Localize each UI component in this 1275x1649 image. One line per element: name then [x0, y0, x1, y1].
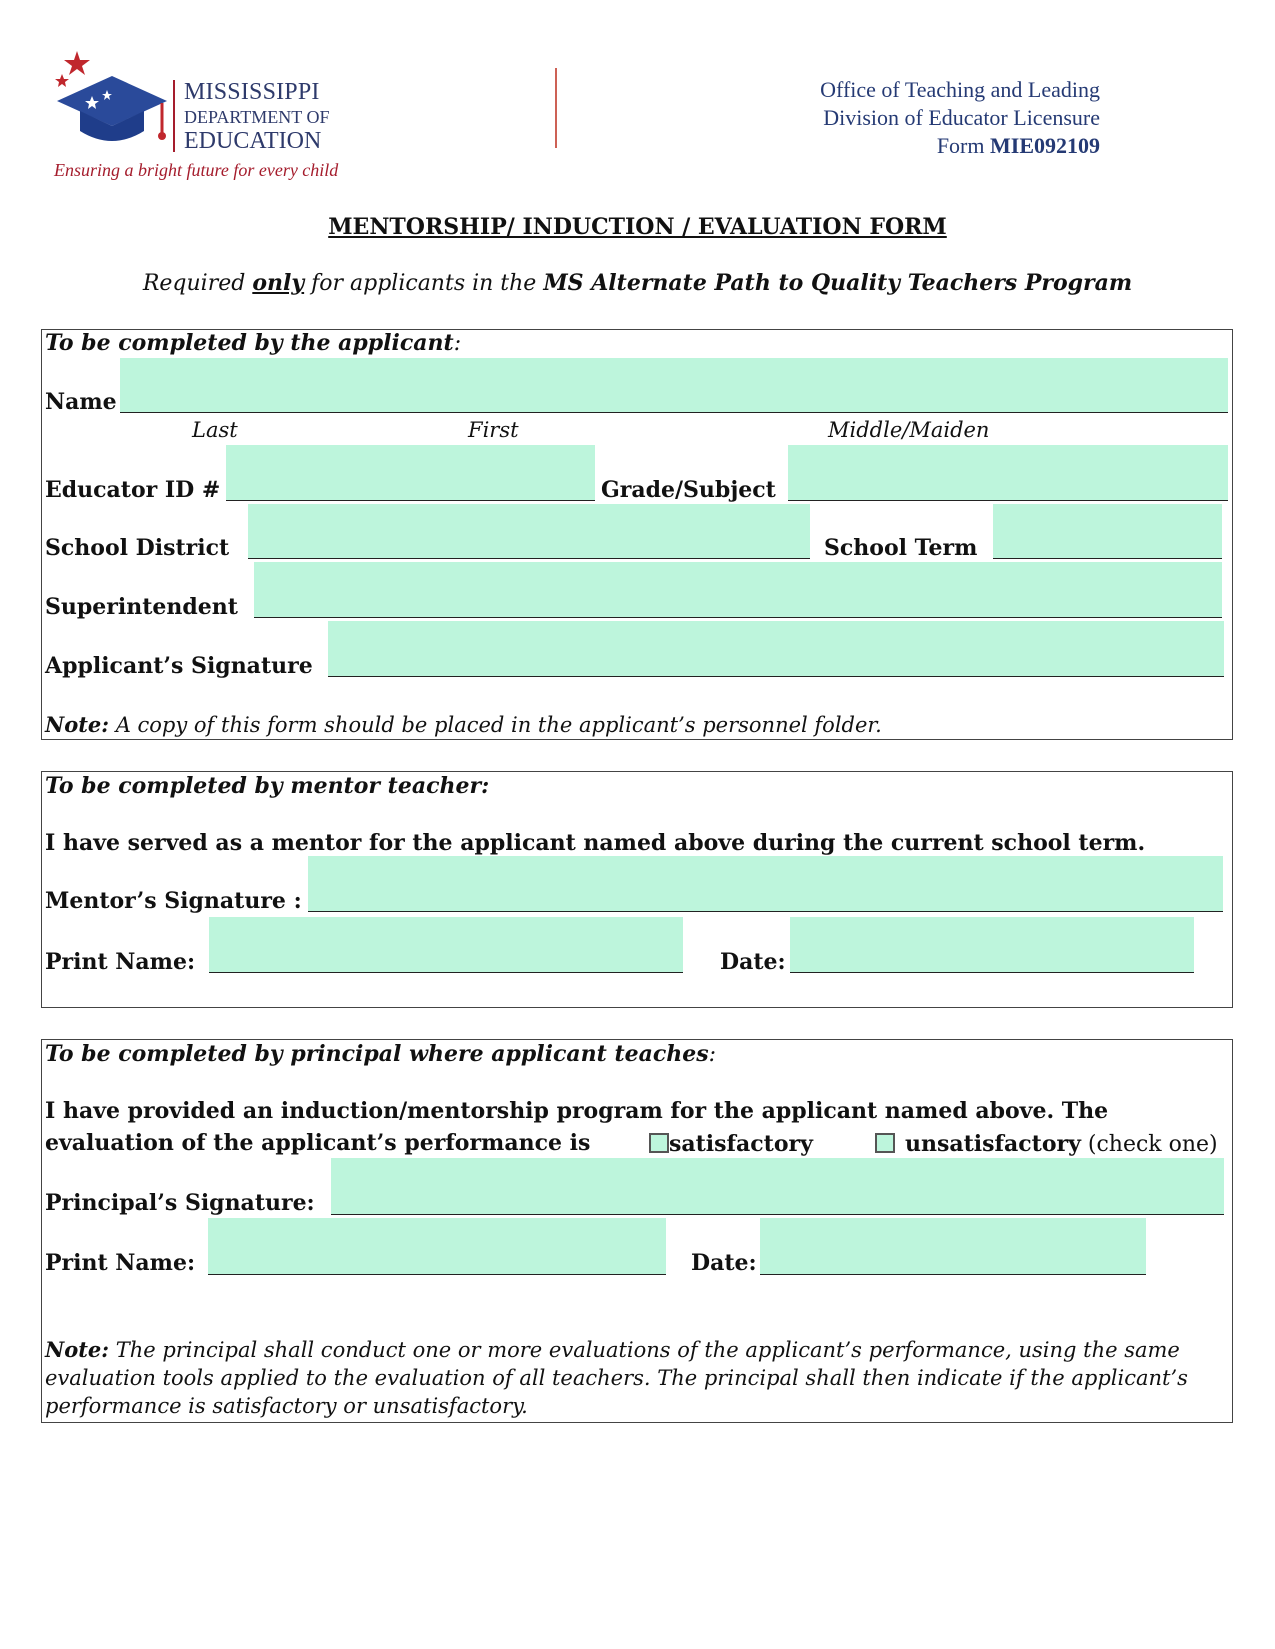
mentor-signature-label: Mentor’s Signature : [45, 888, 302, 914]
subtitle-program: MS Alternate Path to Quality Teachers Program [543, 270, 1133, 296]
name-field[interactable] [120, 358, 1228, 413]
principal-note-label: Note: [45, 1337, 110, 1362]
superintendent-field[interactable] [254, 562, 1222, 618]
principal-statement-line2: evaluation of the applicant’s performance is [45, 1130, 591, 1156]
subtitle-only: only [252, 270, 305, 296]
satisfactory-option[interactable] [649, 1131, 813, 1157]
mentor-heading: To be completed by mentor teacher: [45, 773, 490, 799]
educator-id-field[interactable] [226, 445, 595, 501]
grade-subject-label: Grade/Subject [601, 477, 776, 503]
header-divider [555, 68, 557, 148]
logo-line-3: EDUCATION [184, 128, 322, 154]
graduation-cap-star-icon [52, 46, 182, 156]
name-label: Name [45, 389, 117, 415]
school-district-field[interactable] [248, 504, 810, 559]
name-sub-middle: Middle/Maiden [828, 418, 990, 442]
division-name: Division of Educator Licensure [823, 105, 1100, 130]
satisfactory-checkbox[interactable] [649, 1133, 669, 1153]
form-number [820, 132, 1100, 160]
check-one-hint: (check one) [1080, 1132, 1218, 1157]
principal-heading-colon: : [708, 1042, 717, 1067]
applicant-note-label: Note: [45, 712, 110, 737]
principal-signature-field[interactable] [331, 1158, 1224, 1215]
form-prefix: Form [936, 133, 990, 158]
school-term-label: School Term [824, 535, 978, 561]
applicant-note [45, 712, 882, 737]
mentor-signature-field[interactable] [308, 856, 1223, 912]
office-block [820, 76, 1100, 160]
office-name: Office of Teaching and Leading [820, 77, 1100, 102]
logo-divider [173, 80, 175, 152]
principal-note-text1: The principal shall conduct one or more evaluations of the applicant’s performance, using the same [109, 1338, 1180, 1362]
grade-subject-field[interactable] [788, 445, 1228, 501]
superintendent-label: Superintendent [45, 594, 238, 620]
page-subtitle [0, 270, 1275, 296]
principal-heading-text: To be completed by principal where applicant teaches [45, 1041, 709, 1067]
applicant-heading-text: To be completed by the applicant [45, 330, 454, 356]
principal-note-line3: performance is satisfactory or unsatisfactory. [45, 1394, 528, 1418]
principal-statement-line1: I have provided an induction/mentorship program for the applicant named above. The [45, 1098, 1109, 1124]
applicant-signature-label: Applicant’s Signature [45, 653, 313, 679]
principal-heading [45, 1041, 716, 1067]
mentor-date-field[interactable] [790, 917, 1194, 973]
principal-date-field[interactable] [760, 1218, 1146, 1275]
educator-id-label: Educator ID # [45, 477, 221, 503]
applicant-heading [45, 330, 461, 356]
subtitle-part2: for applicants in the [304, 271, 544, 296]
logo-line-1: MISSISSIPPI [184, 79, 320, 105]
logo-line-2: DEPARTMENT OF [184, 107, 330, 127]
principal-note-line1 [45, 1336, 1235, 1364]
applicant-heading-colon: : [453, 331, 462, 356]
applicant-signature-field[interactable] [328, 621, 1224, 677]
principal-print-name-label: Print Name: [45, 1250, 196, 1276]
principal-note [45, 1336, 1235, 1420]
mentor-print-name-field[interactable] [209, 917, 683, 973]
principal-print-name-field[interactable] [208, 1218, 666, 1275]
mentor-date-label: Date: [720, 949, 786, 975]
principal-note-line2: evaluation tools applied to the evaluation of all teachers. The principal shall then indicate if the applicant’s [45, 1366, 1188, 1390]
name-sub-last: Last [192, 418, 238, 442]
mentor-statement: I have served as a mentor for the applicant named above during the current school term. [45, 830, 1146, 856]
principal-date-label: Date: [691, 1250, 757, 1276]
page-title: MENTORSHIP/ INDUCTION / EVALUATION FORM [328, 214, 947, 240]
school-district-label: School District [45, 535, 230, 561]
satisfactory-label: satisfactory [669, 1131, 813, 1157]
mentor-print-name-label: Print Name: [45, 949, 196, 975]
subtitle-part1: Required [142, 271, 253, 296]
name-sub-first: First [468, 418, 519, 442]
unsatisfactory-label: unsatisfactory [905, 1131, 1081, 1157]
form-id: MIE092109 [990, 133, 1100, 158]
unsatisfactory-option[interactable] [875, 1131, 1218, 1157]
applicant-note-text: A copy of this form should be placed in the applicant’s personnel folder. [109, 713, 882, 737]
logo-tagline: Ensuring a bright future for every child [54, 160, 339, 180]
principal-signature-label: Principal’s Signature: [45, 1190, 315, 1216]
school-term-field[interactable] [993, 504, 1222, 559]
unsatisfactory-checkbox[interactable] [875, 1133, 895, 1153]
